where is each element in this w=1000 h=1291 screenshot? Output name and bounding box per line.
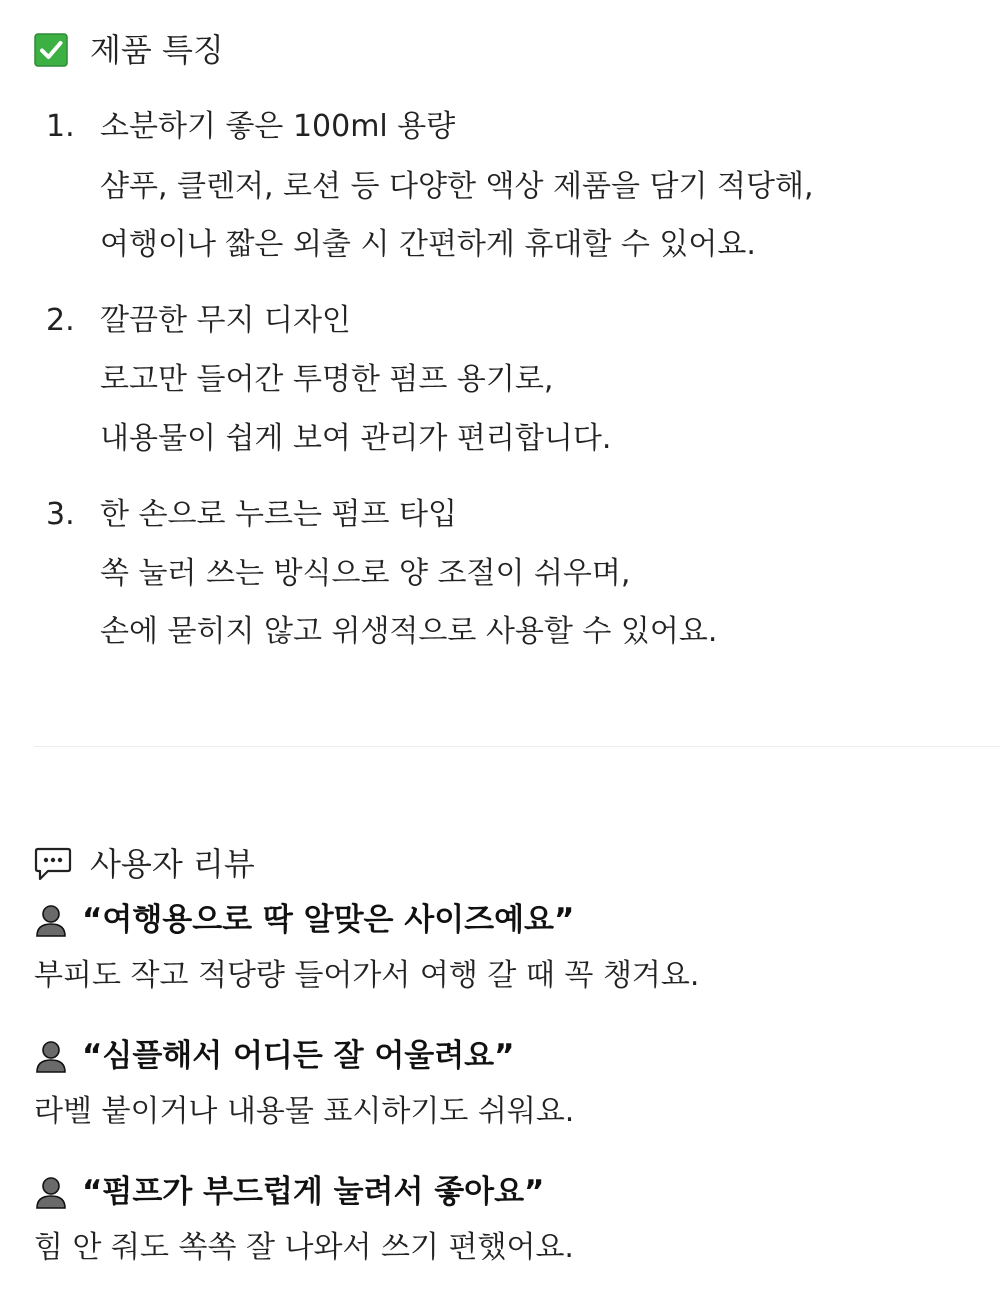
feature-description-line: 로고만 들어간 투명한 펌프 용기로, — [100, 362, 554, 397]
speech-bubble-icon — [34, 846, 72, 882]
section-divider — [34, 746, 1000, 747]
user-silhouette-icon — [34, 903, 68, 937]
check-mark-icon — [34, 33, 68, 67]
review-title: “심플해서 어디든 잘 어울려요” — [82, 1038, 515, 1074]
review-title-row — [34, 900, 574, 940]
reviews-heading — [34, 844, 255, 884]
review-title-row — [34, 1172, 544, 1212]
review-title-row — [34, 1036, 514, 1076]
feature-description-line: 쏙 눌러 쓰는 방식으로 양 조절이 쉬우며, — [100, 556, 631, 591]
feature-number: 1. — [46, 109, 75, 144]
reviews-title: 사용자 리뷰 — [90, 845, 255, 883]
feature-number: 2. — [46, 303, 75, 338]
review-body: 힘 안 줘도 쏙쏙 잘 나와서 쓰기 편했어요. — [34, 1230, 574, 1265]
feature-number: 3. — [46, 497, 75, 532]
features-heading — [34, 30, 224, 70]
user-silhouette-icon — [34, 1175, 68, 1209]
review-body: 부피도 작고 적당량 들어가서 여행 갈 때 꼭 챙겨요. — [34, 958, 700, 993]
review-title: “펌프가 부드럽게 눌려서 좋아요” — [82, 1174, 545, 1210]
user-silhouette-icon — [34, 1039, 68, 1073]
feature-title: 한 손으로 누르는 펌프 타입 — [100, 497, 457, 532]
features-title: 제품 특징 — [90, 31, 224, 69]
feature-description-line: 내용물이 쉽게 보여 관리가 편리합니다. — [100, 421, 612, 456]
feature-description-line: 샴푸, 클렌저, 로션 등 다양한 액상 제품을 담기 적당해, — [100, 169, 814, 204]
review-title: “여행용으로 딱 알맞은 사이즈예요” — [82, 902, 575, 938]
feature-description-line: 손에 묻히지 않고 위생적으로 사용할 수 있어요. — [100, 614, 718, 649]
review-body: 라벨 붙이거나 내용물 표시하기도 쉬워요. — [34, 1094, 575, 1129]
feature-title: 깔끔한 무지 디자인 — [100, 303, 351, 338]
feature-title: 소분하기 좋은 100ml 용량 — [100, 109, 456, 144]
feature-description-line: 여행이나 짧은 외출 시 간편하게 휴대할 수 있어요. — [100, 227, 756, 262]
